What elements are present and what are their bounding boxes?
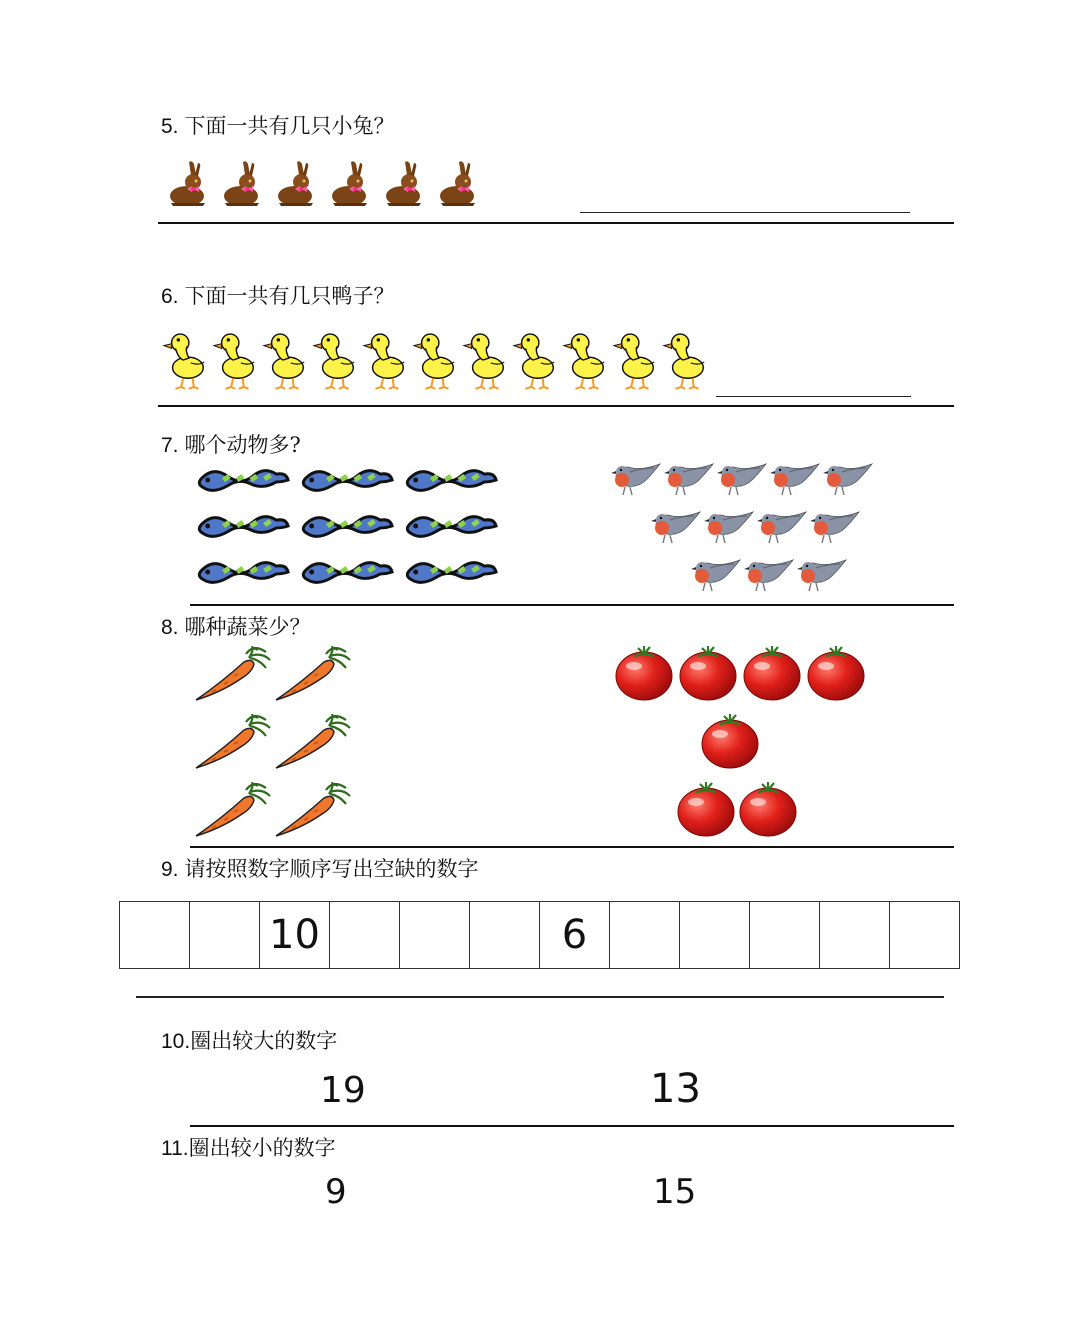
question-5: [161, 110, 395, 140]
number-option-b[interactable]: 13: [650, 1066, 701, 1112]
divider: [158, 405, 954, 407]
duck-icon: [562, 328, 610, 392]
duck-icon: [612, 328, 660, 392]
tomato-group[interactable]: [614, 644, 874, 838]
worm-icon: [402, 508, 500, 544]
divider: [158, 222, 954, 224]
answer-blank-5[interactable]: [580, 212, 910, 213]
question-8-number: 8.: [161, 616, 179, 639]
duck-icon: [412, 328, 460, 392]
bunny-row: [164, 158, 488, 208]
tomato-icon: [676, 780, 736, 838]
sequence-cell[interactable]: [120, 902, 190, 969]
question-10: [161, 1025, 337, 1055]
bird-icon: [690, 554, 742, 594]
number-option-a[interactable]: 19: [320, 1070, 366, 1111]
duck-icon: [262, 328, 310, 392]
question-11: [161, 1132, 336, 1162]
bird-icon: [743, 554, 795, 594]
divider: [190, 1125, 954, 1127]
bird-icon: [663, 458, 715, 498]
bunny-icon: [326, 158, 376, 208]
tomato-icon: [614, 644, 674, 702]
carrot-icon: [192, 782, 272, 842]
bird-icon: [716, 458, 768, 498]
worm-icon: [402, 462, 500, 498]
tomato-icon: [806, 644, 866, 702]
carrot-icon: [192, 646, 272, 706]
question-10-text: 圈出较大的数字: [190, 1029, 338, 1053]
question-6-number: 6.: [161, 285, 179, 308]
question-9: [161, 853, 479, 883]
bird-icon: [610, 458, 662, 498]
duck-icon: [462, 328, 510, 392]
sequence-cell[interactable]: [680, 902, 750, 969]
answer-blank-6[interactable]: [716, 396, 911, 397]
worm-group[interactable]: [194, 462, 504, 590]
duck-row: [162, 328, 712, 392]
question-10-number: 10.: [161, 1030, 191, 1053]
bunny-icon: [380, 158, 430, 208]
sequence-cell[interactable]: [750, 902, 820, 969]
sequence-cell[interactable]: [190, 902, 260, 969]
tomato-icon: [742, 644, 802, 702]
question-7-number: 7.: [161, 434, 179, 457]
bunny-icon: [434, 158, 484, 208]
carrot-icon: [272, 714, 352, 774]
sequence-cell[interactable]: [330, 902, 400, 969]
duck-icon: [162, 328, 210, 392]
tomato-icon: [700, 712, 760, 770]
sequence-cell[interactable]: [820, 902, 890, 969]
tomato-icon: [738, 780, 798, 838]
duck-icon: [212, 328, 260, 392]
carrot-group[interactable]: [192, 646, 362, 842]
worm-icon: [194, 508, 292, 544]
worm-icon: [402, 554, 500, 590]
worm-icon: [298, 508, 396, 544]
bird-group[interactable]: [610, 458, 890, 594]
number-option-a[interactable]: 9: [325, 1172, 347, 1212]
sequence-cell[interactable]: [470, 902, 540, 969]
bird-icon: [822, 458, 874, 498]
number-sequence-table: [119, 901, 960, 969]
tomato-icon: [678, 644, 738, 702]
bunny-icon: [272, 158, 322, 208]
duck-icon: [512, 328, 560, 392]
bird-icon: [703, 506, 755, 546]
bird-icon: [769, 458, 821, 498]
question-6-text: 下面一共有几只鸭子？: [184, 284, 395, 308]
sequence-cell[interactable]: [890, 902, 960, 969]
question-9-number: 9.: [161, 858, 179, 881]
bird-icon: [756, 506, 808, 546]
bird-icon: [809, 506, 861, 546]
carrot-icon: [192, 714, 272, 774]
divider: [190, 846, 954, 848]
carrot-icon: [272, 646, 352, 706]
worm-icon: [298, 462, 396, 498]
bird-icon: [650, 506, 702, 546]
question-8-text: 哪种蔬菜少？: [184, 615, 311, 639]
bunny-icon: [218, 158, 268, 208]
divider: [136, 996, 944, 998]
question-5-number: 5.: [161, 115, 179, 138]
carrot-icon: [272, 782, 352, 842]
question-9-text: 请按照数字顺序写出空缺的数字: [184, 857, 479, 881]
question-8: [161, 611, 311, 641]
bunny-icon: [164, 158, 214, 208]
question-7: [161, 429, 301, 459]
duck-icon: [662, 328, 710, 392]
sequence-cell[interactable]: [400, 902, 470, 969]
question-11-number: 11.: [161, 1137, 189, 1160]
question-7-text: 哪个动物多?: [184, 433, 301, 457]
worm-icon: [194, 554, 292, 590]
sequence-cell[interactable]: 10: [260, 902, 330, 969]
sequence-cell[interactable]: 6: [540, 902, 610, 969]
question-6: [161, 280, 395, 310]
worm-icon: [194, 462, 292, 498]
question-11-text: 圈出较小的数字: [188, 1136, 336, 1160]
duck-icon: [362, 328, 410, 392]
worm-icon: [298, 554, 396, 590]
duck-icon: [312, 328, 360, 392]
number-option-b[interactable]: 15: [653, 1172, 697, 1212]
bird-icon: [796, 554, 848, 594]
sequence-cell[interactable]: [610, 902, 680, 969]
question-5-text: 下面一共有几只小兔？: [184, 114, 395, 138]
divider: [190, 604, 954, 606]
